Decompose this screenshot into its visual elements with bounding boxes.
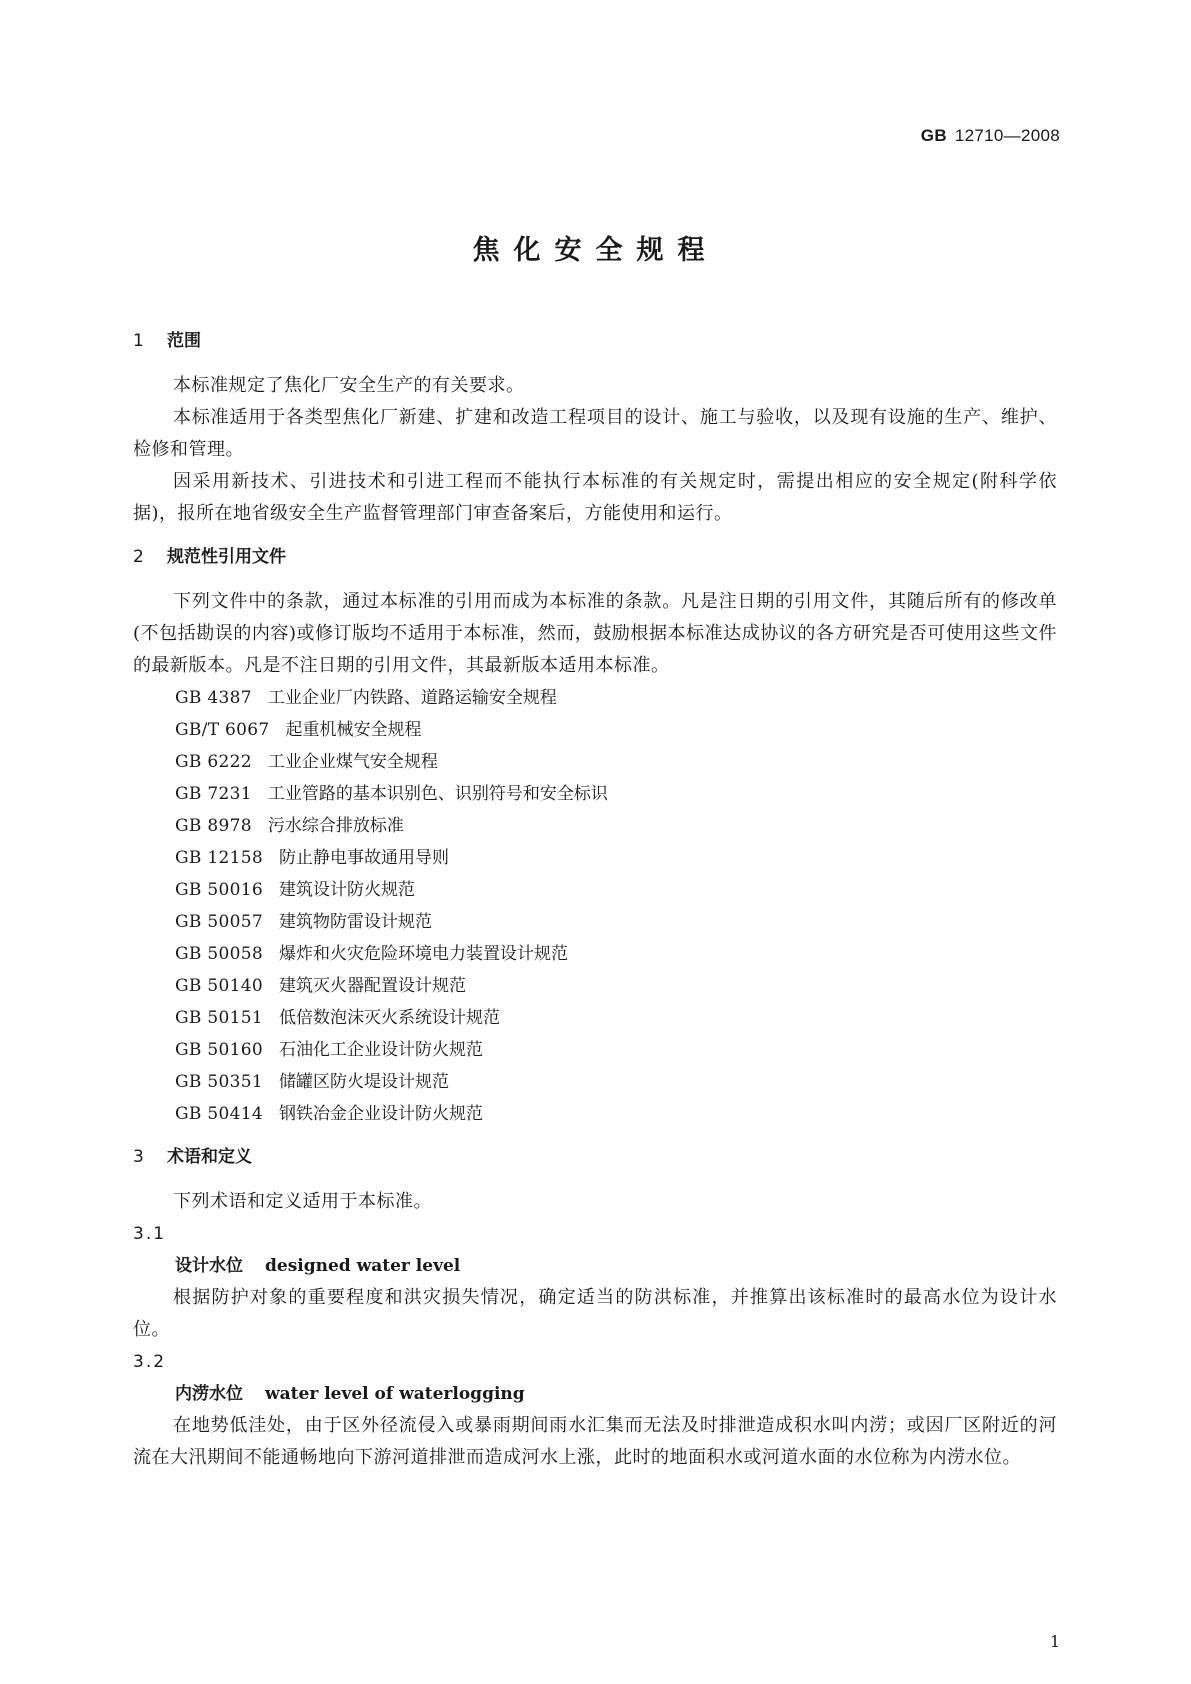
reference-title: 工业企业厂内铁路、道路运输安全规程	[267, 688, 557, 708]
term-entry	[133, 1250, 1057, 1282]
reference-item	[133, 1002, 1057, 1034]
standard-prefix: GB	[920, 126, 947, 145]
reference-item	[133, 970, 1057, 1002]
term-definition: 在地势低洼处，由于区外径流侵入或暴雨期间雨水汇集而无法及时排泄造成积水叫内涝；或因厂区附近的河流在大汛期间不能通畅地向下游河道排泄而造成河水上涨，此时的地面积水或河道水面的水位称为内涝水位。	[133, 1415, 1057, 1468]
section-title: 范围	[167, 331, 201, 351]
reference-code: GB 8978	[175, 816, 252, 836]
reference-title: 起重机械安全规程	[285, 720, 422, 740]
reference-code: GB 4387	[175, 688, 252, 708]
reference-code: GB 50057	[175, 912, 263, 932]
reference-item	[133, 1034, 1057, 1066]
section-number: 1	[133, 331, 144, 351]
standard-number: 12710—2008	[954, 126, 1060, 145]
section-number: 2	[133, 547, 144, 567]
reference-title: 低倍数泡沫灭火系统设计规范	[278, 1008, 500, 1028]
reference-item	[133, 938, 1057, 970]
clause-number: 3.2	[133, 1352, 167, 1372]
reference-title: 爆炸和火灾危险环境电力装置设计规范	[278, 944, 568, 964]
document-title: 焦化安全规程	[472, 235, 719, 266]
reference-item	[133, 682, 1057, 714]
reference-title: 储罐区防火堤设计规范	[278, 1072, 449, 1092]
reference-code: GB 50016	[175, 880, 263, 900]
paragraph: 本标准适用于各类型焦化厂新建、扩建和改造工程项目的设计、施工与验收，以及现有设施的生产、维护、检修和管理。	[133, 407, 1057, 460]
reference-code: GB 50414	[175, 1104, 263, 1124]
reference-item	[133, 1066, 1057, 1098]
clause-number: 3.1	[133, 1224, 167, 1244]
reference-title: 建筑灭火器配置设计规范	[278, 976, 466, 996]
reference-item	[133, 778, 1057, 810]
paragraph: 下列术语和定义适用于本标准。	[173, 1191, 432, 1212]
reference-item	[133, 874, 1057, 906]
reference-item	[133, 1098, 1057, 1130]
reference-item	[133, 906, 1057, 938]
reference-title: 污水综合排放标准	[267, 816, 404, 836]
reference-title: 建筑物防雷设计规范	[278, 912, 432, 932]
standard-code	[921, 126, 1060, 146]
reference-title: 工业管路的基本识别色、识别符号和安全标识	[267, 784, 608, 804]
reference-item	[133, 746, 1057, 778]
section-heading-terms-definitions	[133, 1142, 1057, 1172]
reference-code: GB 50140	[175, 976, 263, 996]
page-number: 1	[1049, 1632, 1060, 1651]
reference-item	[133, 810, 1057, 842]
document-body	[133, 326, 1057, 1474]
term-entry	[133, 1378, 1057, 1410]
term-chinese: 设计水位	[175, 1256, 243, 1276]
reference-title: 工业企业煤气安全规程	[267, 752, 438, 772]
reference-title: 石油化工企业设计防火规范	[278, 1040, 483, 1060]
section-heading-scope	[133, 326, 1057, 356]
section-heading-normative-references	[133, 542, 1057, 572]
term-english: designed water level	[265, 1256, 461, 1276]
paragraph: 因采用新技术、引进技术和引进工程而不能执行本标准的有关规定时，需提出相应的安全规定(附科学依据)，报所在地省级安全生产监督管理部门审查备案后，方能使用和运行。	[133, 471, 1057, 524]
section-title: 术语和定义	[167, 1147, 252, 1167]
term-chinese: 内涝水位	[175, 1384, 243, 1404]
term-english: water level of waterlogging	[265, 1384, 525, 1404]
paragraph: 下列文件中的条款，通过本标准的引用而成为本标准的条款。凡是注日期的引用文件，其随后所有的修改单(不包括勘误的内容)或修订版均不适用于本标准，然而，鼓励根据本标准达成协议的各方研究是否可使用这些文件的最新版本。凡是不注日期的引用文件，其最新版本适用本标准。	[133, 591, 1057, 676]
reference-code: GB 50058	[175, 944, 263, 964]
reference-item	[133, 714, 1057, 746]
reference-code: GB 12158	[175, 848, 263, 868]
reference-title: 钢铁冶金企业设计防火规范	[278, 1104, 483, 1124]
reference-code: GB 50160	[175, 1040, 263, 1060]
reference-title: 建筑设计防火规范	[278, 880, 415, 900]
reference-code: GB 6222	[175, 752, 252, 772]
reference-item	[133, 842, 1057, 874]
section-title: 规范性引用文件	[167, 547, 286, 567]
reference-code: GB 50151	[175, 1008, 263, 1028]
reference-title: 防止静电事故通用导则	[278, 848, 449, 868]
reference-code: GB 7231	[175, 784, 252, 804]
section-number: 3	[133, 1147, 144, 1167]
term-definition: 根据防护对象的重要程度和洪灾损失情况，确定适当的防洪标准，并推算出该标准时的最高水位为设计水位。	[133, 1287, 1057, 1340]
paragraph: 本标准规定了焦化厂安全生产的有关要求。	[173, 375, 525, 396]
reference-code: GB/T 6067	[175, 720, 270, 740]
reference-code: GB 50351	[175, 1072, 263, 1092]
